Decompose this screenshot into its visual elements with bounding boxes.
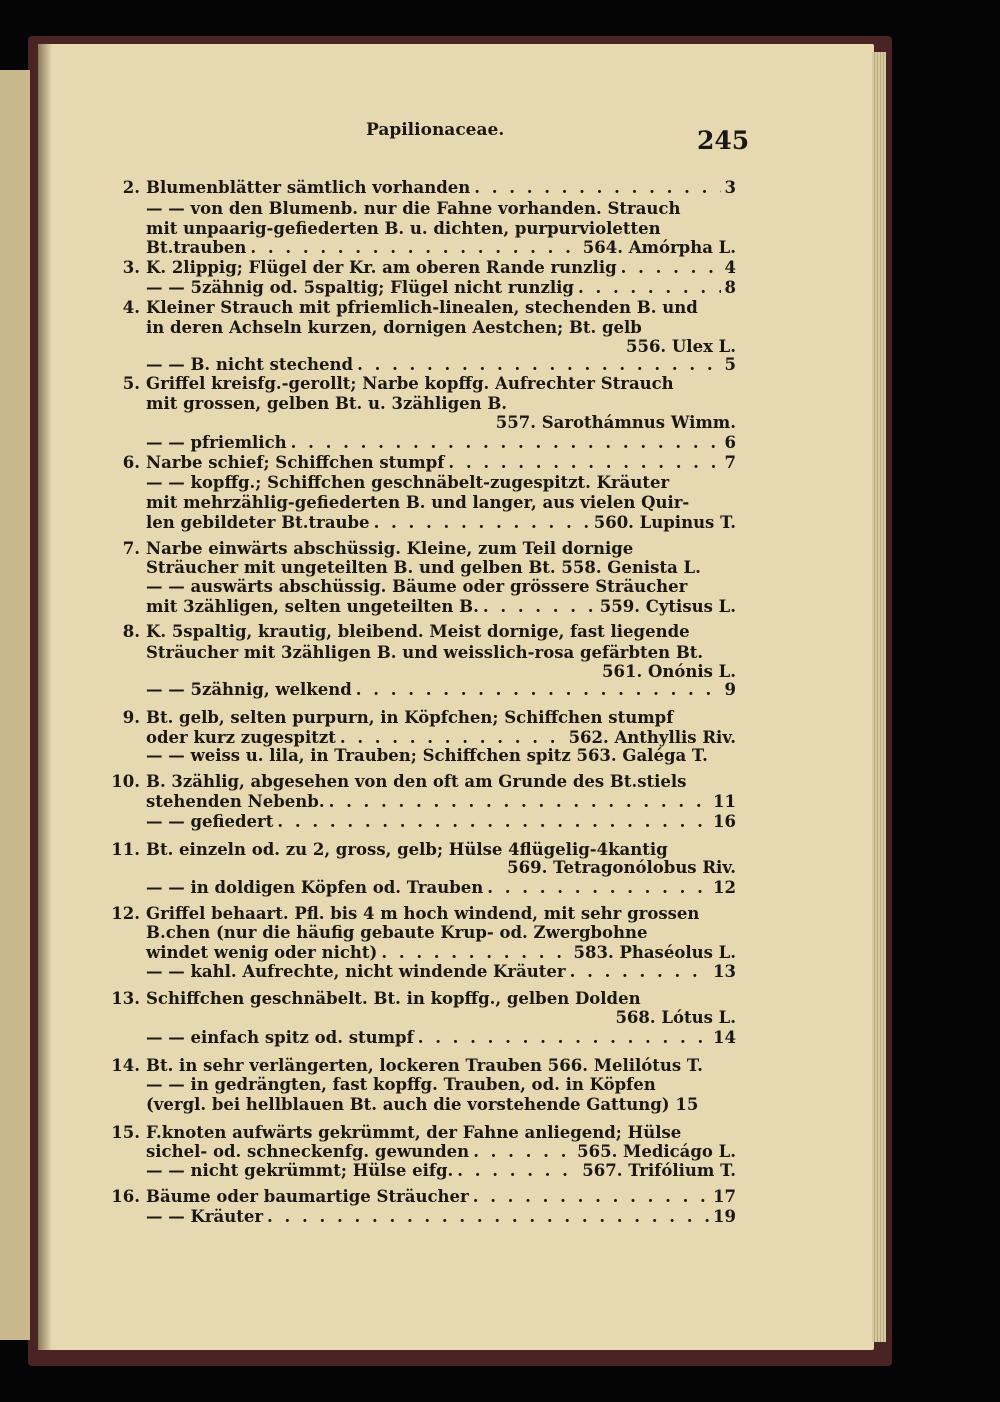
line-text: Schiffchen geschnäbelt. Bt. in kopffg., gelben Dolden xyxy=(146,989,641,1008)
leader-dots xyxy=(340,728,565,748)
line-target: 562. Anthyllis Riv. xyxy=(568,728,736,747)
line-target: 17 xyxy=(713,1187,736,1206)
couplet-number: 11. xyxy=(111,840,140,859)
key-line xyxy=(146,746,736,766)
line-text: — — einfach spitz od. stumpf xyxy=(146,1028,414,1047)
line-target: 583. Phaséolus L. xyxy=(573,943,736,962)
line-text: mit grossen, gelben Bt. u. 3zähligen B. xyxy=(146,394,508,413)
key-line xyxy=(146,278,736,298)
key-line xyxy=(146,1142,736,1162)
line-target: 561. Onónis L. xyxy=(602,662,736,681)
line-text: — — kahl. Aufrechte, nicht windende Kräuter xyxy=(146,962,566,981)
line-text: — — von den Blumenb. nur die Fahne vorhanden. Strauch xyxy=(146,199,681,218)
line-text: oder kurz zugespitzt xyxy=(146,728,336,747)
leader-dots xyxy=(473,1187,709,1207)
key-line xyxy=(111,772,736,792)
key-line xyxy=(122,453,736,473)
key-line xyxy=(146,558,736,578)
key-line xyxy=(111,1187,736,1207)
line-text: Bt. in sehr verlängerten, lockeren Trauben 566. Melilótus T. xyxy=(146,1056,703,1075)
key-line xyxy=(146,337,736,357)
leader-dots xyxy=(277,812,709,832)
key-line xyxy=(122,178,736,198)
line-target: 4 xyxy=(724,258,736,277)
line-text: — — weiss u. lila, in Trauben; Schiffchen spitz 563. Galéga T. xyxy=(146,746,708,765)
key-line xyxy=(146,1028,736,1048)
key-line xyxy=(122,374,736,394)
couplet-number: 8. xyxy=(122,622,140,641)
key-line xyxy=(146,728,736,748)
line-text: Bäume oder baumartige Sträucher xyxy=(146,1187,469,1206)
left-page-edge xyxy=(0,70,30,1340)
line-text: Sträucher mit ungeteilten B. und gelben Bt. 558. Genista L. xyxy=(146,558,701,577)
couplet-number: 7. xyxy=(122,539,140,558)
key-line xyxy=(146,318,736,338)
key-line xyxy=(146,433,736,453)
key-line xyxy=(111,1056,736,1076)
line-text: K. 5spaltig, krautig, bleibend. Meist dornige, fast liegende xyxy=(146,622,690,641)
couplet-number: 3. xyxy=(122,258,140,277)
leader-dots xyxy=(267,1207,709,1227)
leader-dots xyxy=(570,962,709,982)
line-text: stehenden Nebenb. xyxy=(146,792,325,811)
leader-dots xyxy=(381,943,569,963)
leader-dots xyxy=(448,453,720,473)
line-text: len gebildeter Bt.traube xyxy=(146,513,370,532)
key-line xyxy=(146,878,736,898)
key-line xyxy=(146,1008,736,1028)
line-target: 14 xyxy=(713,1028,736,1047)
key-line xyxy=(146,680,736,700)
key-line xyxy=(146,962,736,982)
leader-dots xyxy=(329,792,709,812)
key-line xyxy=(122,298,736,318)
line-text: mit mehrzählig-gefiederten B. und langer, aus vielen Quir- xyxy=(146,493,690,512)
line-text: Griffel kreisfg.-gerollt; Narbe kopffg. Aufrechter Strauch xyxy=(146,374,674,393)
leader-dots xyxy=(487,878,709,898)
leader-dots xyxy=(418,1028,709,1048)
key-line xyxy=(122,708,736,728)
line-text: — — pfriemlich xyxy=(146,433,287,452)
line-text: F.knoten aufwärts gekrümmt, der Fahne anliegend; Hülse xyxy=(146,1123,682,1142)
line-text: — — in gedrängten, fast kopffg. Trauben, od. in Köpfen xyxy=(146,1075,656,1094)
key-line xyxy=(146,812,736,832)
page-gutter xyxy=(38,44,52,1350)
key-line xyxy=(146,238,736,258)
leader-dots xyxy=(473,1142,573,1162)
key-line xyxy=(111,904,736,924)
key-line xyxy=(146,1161,736,1181)
line-text: mit 3zähligen, selten ungeteilten B. xyxy=(146,597,479,616)
line-text: — — Kräuter xyxy=(146,1207,264,1226)
key-line xyxy=(146,1075,736,1095)
page-number: 245 xyxy=(697,126,750,155)
key-line xyxy=(146,597,736,617)
line-target: 19 xyxy=(713,1207,736,1226)
line-text: — — 5zähnig od. 5spaltig; Flügel nicht runzlig xyxy=(146,278,574,297)
line-text: — — auswärts abschüssig. Bäume oder grössere Sträucher xyxy=(146,577,688,596)
line-text: Bt. gelb, selten purpurn, in Köpfchen; Schiffchen stumpf xyxy=(146,708,674,727)
line-target: 7 xyxy=(724,453,736,472)
line-target: 16 xyxy=(713,812,736,831)
line-target: 5 xyxy=(724,355,736,374)
key-line xyxy=(146,643,736,663)
line-text: Griffel behaart. Pfl. bis 4 m hoch windend, mit sehr grossen xyxy=(146,904,700,923)
key-line xyxy=(111,989,736,1009)
key-line xyxy=(146,513,736,533)
line-text: B. 3zählig, abgesehen von den oft am Grunde des Bt.stiels xyxy=(146,772,687,791)
line-text: B.chen (nur die häufig gebaute Krup- od. Zwergbohne xyxy=(146,923,648,942)
line-target: 13 xyxy=(713,962,736,981)
line-target: 568. Lótus L. xyxy=(615,1008,736,1027)
couplet-number: 15. xyxy=(111,1123,140,1142)
leader-dots xyxy=(250,238,578,258)
key-line xyxy=(122,258,736,278)
couplet-number: 12. xyxy=(111,904,140,923)
key-line xyxy=(146,858,736,878)
leader-dots xyxy=(457,1161,578,1181)
line-target: 12 xyxy=(713,878,736,897)
line-text: (vergl. bei hellblauen Bt. auch die vorstehende Gattung) 15 xyxy=(146,1095,699,1114)
key-line xyxy=(146,943,736,963)
line-text: mit unpaarig-gefiederten B. u. dichten, purpurvioletten xyxy=(146,219,661,238)
line-target: 567. Trifólium T. xyxy=(582,1161,736,1180)
line-target: 559. Cytisus L. xyxy=(599,597,736,616)
line-target: 569. Tetragonólobus Riv. xyxy=(507,858,736,877)
line-text: Narbe einwärts abschüssig. Kleine, zum Teil dornige xyxy=(146,539,634,558)
line-target: 565. Medicágo L. xyxy=(577,1142,736,1161)
line-text: Bt. einzeln od. zu 2, gross, gelb; Hülse 4flügelig-4kantig xyxy=(146,840,668,859)
line-target: 564. Amórpha L. xyxy=(582,238,736,257)
leader-dots xyxy=(474,178,720,198)
key-line xyxy=(146,792,736,812)
key-line xyxy=(146,199,736,219)
running-header: Papilionaceae. xyxy=(366,120,505,140)
line-text: Narbe schief; Schiffchen stumpf xyxy=(146,453,445,472)
line-text: — — 5zähnig, welkend xyxy=(146,680,352,699)
line-target: 560. Lupinus T. xyxy=(593,513,736,532)
key-line xyxy=(146,355,736,375)
line-text: — — nicht gekrümmt; Hülse eifg. xyxy=(146,1161,454,1180)
line-text: — — kopffg.; Schiffchen geschnäbelt-zugespitzt. Kräuter xyxy=(146,473,670,492)
couplet-number: 10. xyxy=(111,772,140,791)
line-text: windet wenig oder nicht) xyxy=(146,943,378,962)
key-line xyxy=(146,394,736,414)
key-line xyxy=(122,622,736,642)
line-text: — — gefiedert xyxy=(146,812,274,831)
couplet-number: 14. xyxy=(111,1056,140,1075)
line-text: Sträucher mit 3zähligen B. und weisslich-rosa gefärbten Bt. xyxy=(146,643,704,662)
line-text: — — in doldigen Köpfen od. Trauben xyxy=(146,878,484,897)
key-line xyxy=(146,219,736,239)
key-line xyxy=(146,413,736,433)
line-text: Blumenblätter sämtlich vorhanden xyxy=(146,178,471,197)
key-line xyxy=(146,473,736,493)
leader-dots xyxy=(483,597,596,617)
couplet-number: 9. xyxy=(122,708,140,727)
couplet-number: 2. xyxy=(122,178,140,197)
key-line xyxy=(111,1123,736,1143)
key-line xyxy=(146,662,736,682)
key-line xyxy=(111,840,736,860)
couplet-number: 5. xyxy=(122,374,140,393)
leader-dots xyxy=(356,680,721,700)
line-text: — — B. nicht stechend xyxy=(146,355,354,374)
couplet-number: 16. xyxy=(111,1187,140,1206)
key-line xyxy=(146,577,736,597)
key-line xyxy=(146,923,736,943)
couplet-number: 13. xyxy=(111,989,140,1008)
key-line xyxy=(146,493,736,513)
line-text: sichel- od. schneckenfg. gewunden xyxy=(146,1142,470,1161)
couplet-number: 6. xyxy=(122,453,140,472)
leader-dots xyxy=(357,355,720,375)
couplet-number: 4. xyxy=(122,298,140,317)
line-text: K. 2lippig; Flügel der Kr. am oberen Rande runzlig xyxy=(146,258,617,277)
leader-dots xyxy=(291,433,721,453)
line-target: 3 xyxy=(724,178,736,197)
line-target: 8 xyxy=(724,278,736,297)
leader-dots xyxy=(374,513,590,533)
key-line xyxy=(122,539,736,559)
line-target: 9 xyxy=(724,680,736,699)
line-target: 556. Ulex L. xyxy=(625,337,736,356)
line-text: Kleiner Strauch mit pfriemlich-linealen, stechenden B. und xyxy=(146,298,698,317)
key-line xyxy=(146,1095,736,1115)
leader-dots xyxy=(578,278,721,298)
line-target: 11 xyxy=(713,792,736,811)
leader-dots xyxy=(621,258,721,278)
line-target: 6 xyxy=(724,433,736,452)
line-target: 557. Sarothámnus Wimm. xyxy=(495,413,736,432)
line-text: Bt.trauben xyxy=(146,238,247,257)
line-text: in deren Achseln kurzen, dornigen Aestchen; Bt. gelb xyxy=(146,318,642,337)
page-edges xyxy=(872,52,886,1342)
key-line xyxy=(146,1207,736,1227)
